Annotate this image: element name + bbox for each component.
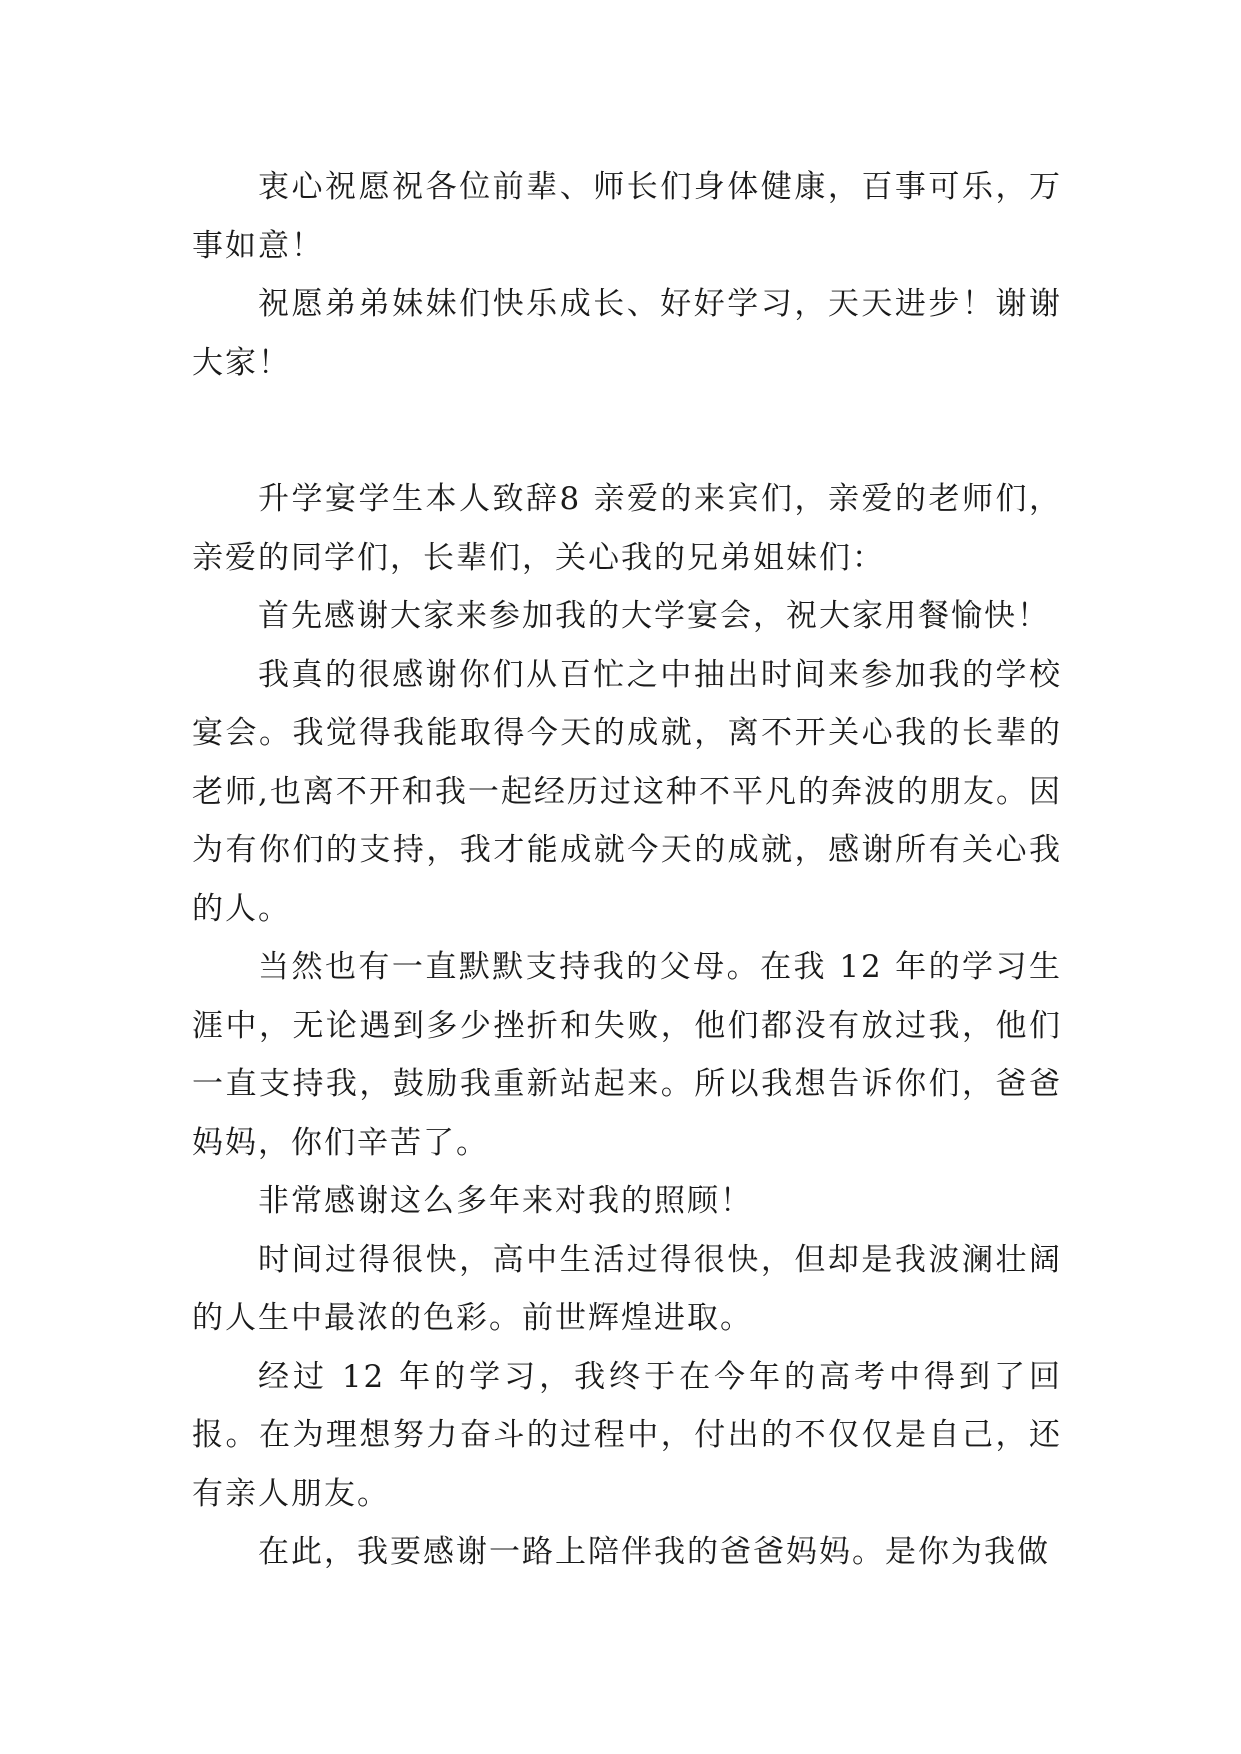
paragraph-wishes-siblings: 祝愿弟弟妹妹们快乐成长、好好学习，天天进步！谢谢大家！	[192, 286, 1062, 381]
paragraph-thanks-attending: 首先感谢大家来参加我的大学宴会，祝大家用餐愉快！	[258, 598, 1050, 634]
paragraph-thanks-care: 非常感谢这么多年来对我的照顾！	[258, 1183, 753, 1219]
paragraph-time-flies: 时间过得很快，高中生活过得很快，但却是我波澜壮阔的人生中最浓的色彩。前世辉煌进取。	[192, 1241, 1062, 1336]
paragraph-parents: 当然也有一直默默支持我的父母。在我 12 年的学习生涯中，无论遇到多少挫折和失败，他们都没有放过我，他们一直支持我，鼓励我重新站起来。所以我想告诉你们，爸爸妈妈，你们辛苦了。	[192, 949, 1062, 1161]
document-body	[192, 158, 1062, 1582]
paragraph-wishes-elders: 衷心祝愿祝各位前辈、师长们身体健康，百事可乐，万事如意！	[192, 169, 1062, 264]
paragraph-speech-greeting: 升学宴学生本人致辞8 亲爱的来宾们，亲爱的老师们，亲爱的同学们，长辈们，关心我的兄弟姐妹们：	[192, 481, 1062, 576]
paragraph-thanks-support: 我真的很感谢你们从百忙之中抽出时间来参加我的学校宴会。我觉得我能取得今天的成就，离不开关心我的长辈的老师,也离不开和我一起经历过这种不平凡的奔波的朋友。因为有你们的支持，我才能成就今天的成就，感谢所有关心我的人。	[192, 656, 1062, 927]
paragraph-exam-result: 经过 12 年的学习，我终于在今年的高考中得到了回报。在为理想努力奋斗的过程中，付出的不仅仅是自己，还有亲人朋友。	[192, 1358, 1062, 1512]
paragraph-thanks-parents: 在此，我要感谢一路上陪伴我的爸爸妈妈。是你为我做	[258, 1534, 1050, 1570]
